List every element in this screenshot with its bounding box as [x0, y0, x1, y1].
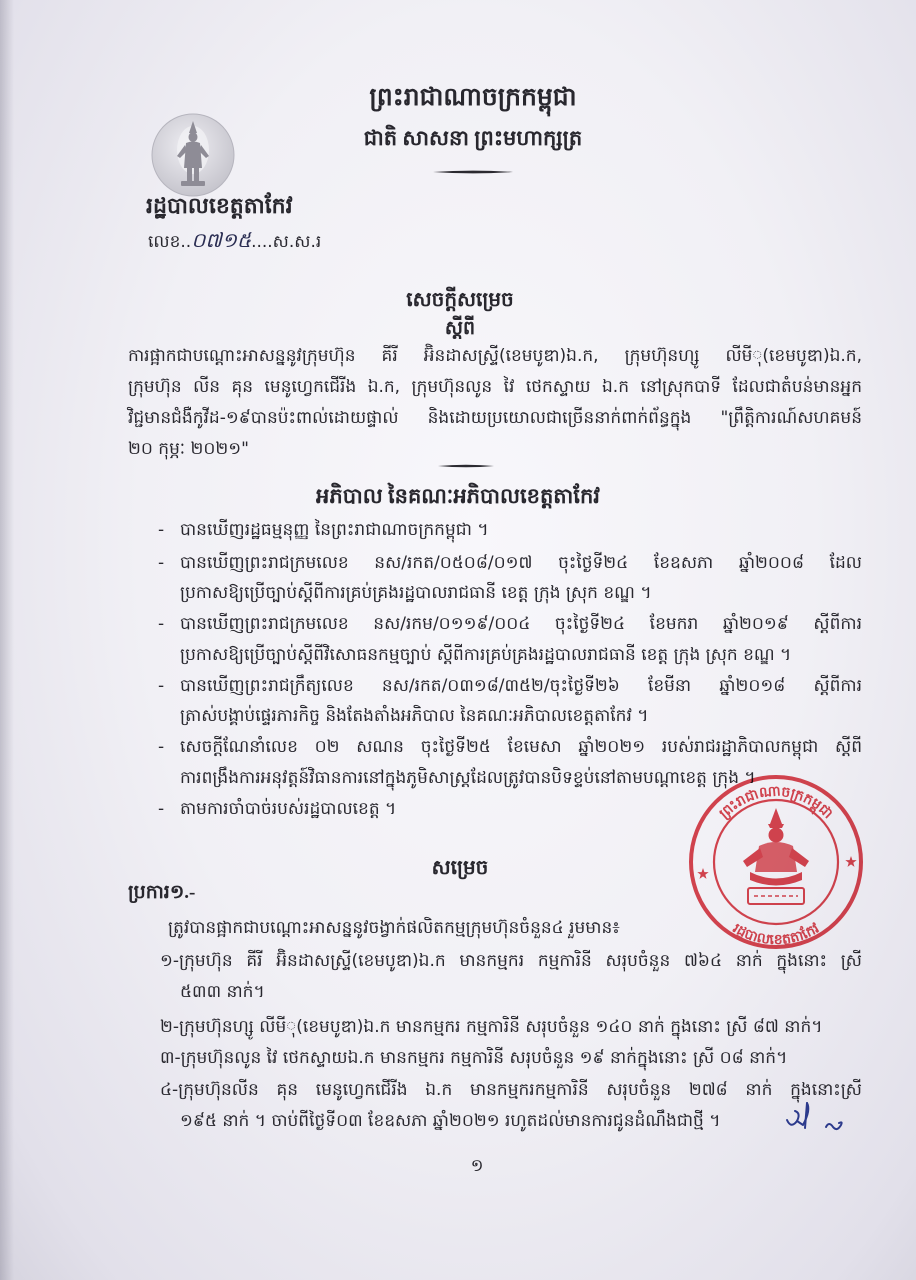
- provincial-emblem-icon: [150, 112, 236, 198]
- page-number: ១: [470, 1156, 484, 1176]
- subject-line: ក្រុមហ៊ុន លីន គុន មេនូហ្វេកជើរីង ឯ.ក, ក្រុមហ៊ុនលូន វៃ ថេកស្ទាយ ឯ.ក នៅស្រុកបាទី ដែលជាតំបន់មានអ្នក: [128, 377, 862, 397]
- reference-suffix: ....ស.ស.រ: [251, 232, 322, 252]
- preamble-line: ប្រកាសឱ្យប្រើច្បាប់ស្តីពីវិសោធនកម្មច្បាប់ ស្តីពីការគ្រប់គ្រងរដ្ឋបាលរាជធានី ខេត្ត ក្រុង ស្រុក ខណ្ឌ ។: [180, 645, 792, 665]
- bullet-marker: -: [158, 737, 165, 757]
- bullet-marker: -: [158, 799, 165, 819]
- handwritten-initials-icon: [782, 1098, 852, 1138]
- reference-handwritten-number: ០៧១៥: [191, 228, 252, 252]
- bullet-marker: -: [158, 553, 165, 573]
- preamble-line: បានឃើញព្រះរាជក្រមលេខ នស/រកម/០១១៩/០០៤ ចុះថ្ងៃទី២៤ ខែមករា ឆ្នាំ២០១៩ ស្តីពីការ: [180, 614, 862, 634]
- decision-heading: សេចក្តីសម្រេច: [406, 289, 514, 311]
- preamble-line: បានឃើញព្រះរាជក្រមលេខ នស/រកត/០៥០៨/០១៧ ចុះថ្ងៃទី២៤ ខែឧសភា ឆ្នាំ២០០៨ ដែល: [180, 553, 862, 573]
- issuer-name: រដ្ឋបាលខេត្តតាកែវ: [146, 193, 293, 218]
- seal-emblem-icon: [743, 808, 809, 886]
- decree-heading: សម្រេច: [431, 857, 489, 879]
- bullet-marker: -: [158, 676, 165, 696]
- bullet-marker: -: [158, 520, 165, 540]
- header-divider: [433, 166, 513, 178]
- company-item-continued: ៥៣៣ នាក់។: [180, 982, 265, 1002]
- national-motto: ជាតិ សាសនា ព្រះមហាក្សត្រ: [363, 126, 583, 150]
- preamble-line: សេចក្តីណែនាំលេខ ០២ សណន ចុះថ្ងៃទី២៥ ខែមេសា ឆ្នាំ២០២១ របស់រាជរដ្ឋាភិបាលកម្ពុជា ស្តីពី: [180, 737, 862, 757]
- company-item: ១-ក្រុមហ៊ុន គីរី អ៊ិនដាសស្ទ្រី(ខេមបូឌា)ឯ.ក មានកម្មករ កម្មការិនី សរុបចំនួន ៧៦៤ នាក់ ក្នុងនោះ ស្រី: [160, 951, 862, 971]
- subject-line: ការផ្អាកជាបណ្តោះអាសន្ននូវក្រុមហ៊ុន គីរី អ៊ិនដាសស្ទ្រី(ខេមបូឌា)ឯ.ក, ក្រុមហ៊ុនហ្សូ លីមីុ(ខេមបូឌា)ឯ.ក,: [128, 346, 862, 366]
- section-divider: [438, 461, 494, 471]
- preamble-line: បានឃើញព្រះរាជក្រឹត្យលេខ នស/រកត/០៣១៨/៣៥២/ចុះថ្ងៃទី២៦ ខែមីនា ឆ្នាំ២០១៨ ស្តីពីការ: [180, 676, 862, 696]
- company-item-continued: ១៩៥ នាក់ ។ ចាប់ពីថ្ងៃទី០៣ ខែឧសភា ឆ្នាំ២០២១ រហូតដល់មានការជូនដំណឹងជាថ្មី ។: [180, 1111, 721, 1131]
- seal-star-icon: [697, 868, 708, 879]
- preamble-line: បានឃើញរដ្ឋធម្មនុញ្ញ នៃព្រះរាជាណាចក្រកម្ពុជា ។: [180, 520, 489, 540]
- preamble-line: ត្រាស់បង្គាប់ផ្ទេរភារកិច្ច និងតែងតាំងអភិបាល នៃគណៈអភិបាលខេត្តតាកែវ ។: [180, 706, 649, 726]
- official-seal-icon: [686, 772, 866, 952]
- seal-bottom-text: រដ្ឋបាលខេត្តតាកែវ: [729, 921, 823, 948]
- company-item: ២-ក្រុមហ៊ុនហ្សូ លីមីុ(ខេមបូឌា)ឯ.ក មានកម្មករ កម្មការិនី សរុបចំនួន ១៤០ នាក់ ក្នុងនោះ ស្រី ៨៧ នាក់។: [160, 1017, 823, 1037]
- article-intro: ត្រូវបានផ្អាកជាបណ្តោះអាសន្ននូវចង្វាក់ផលិតកម្មក្រុមហ៊ុនចំនួន៤ រួមមាន៖: [168, 918, 620, 938]
- subject-line: វិជ្ជមានជំងឺកូវីដ-១៩បានប៉ះពាល់ដោយផ្ទាល់ និងដោយប្រយោលជាច្រើននាក់ពាក់ព័ន្ធក្នុង "ព្រឹត្តិការណ៍សហគមន៍: [128, 408, 862, 428]
- seal-top-text: ព្រះរាជាណាចក្រកម្ពុជា: [717, 784, 836, 823]
- subject-line: ២០ កុម្ភៈ ២០២១": [128, 439, 249, 459]
- company-item: ៤-ក្រុមហ៊ុនលីន គុន មេនូហ្វេកជើរីង ឯ.ក មានកម្មករកម្មការិនី សរុបចំនួន ២៧៨ នាក់ ក្នុងនោះស្រី: [160, 1080, 862, 1100]
- authority-heading: អភិបាល នៃគណៈអភិបាលខេត្តតាកែវ: [316, 484, 600, 508]
- seal-star-icon: [845, 856, 856, 867]
- article-label: ប្រការ១.-: [128, 882, 196, 903]
- preamble-line: ប្រកាសឱ្យប្រើច្បាប់ស្តីពីការគ្រប់គ្រងរដ្ឋបាលរាជធានី ខេត្ត ក្រុង ស្រុក ខណ្ឌ ។: [180, 583, 652, 603]
- preamble-line: ការពង្រឹងការអនុវត្តន៍វិធានការនៅក្នុងភូមិសាស្ត្រដែលត្រូវបានបិទខ្ទប់នៅតាមបណ្តាខេត្ត ក្រុង ។: [180, 768, 756, 788]
- reference-number: [148, 225, 321, 255]
- reference-prefix: លេខ..: [148, 232, 192, 252]
- bullet-marker: -: [158, 614, 165, 634]
- about-label: ស្តីពី: [444, 318, 476, 339]
- preamble-line: តាមការចាំបាច់របស់រដ្ឋបាលខេត្ត ។: [180, 799, 397, 819]
- company-item: ៣-ក្រុមហ៊ុនលូន វៃ ថេកស្ទាយឯ.ក មានកម្មករ កម្មការិនី សរុបចំនួន ១៩ នាក់ក្នុងនោះ ស្រី ០៨ នាក់។: [160, 1048, 788, 1068]
- kingdom-title: ព្រះរាជាណាចក្រកម្ពុជា: [369, 84, 577, 111]
